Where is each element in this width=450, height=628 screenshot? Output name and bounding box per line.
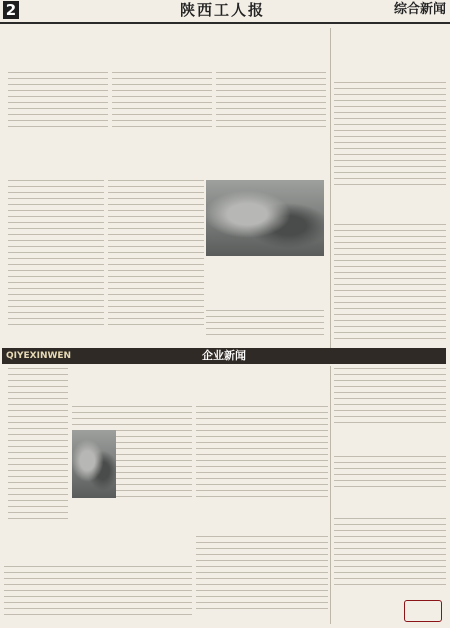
right-story-2-text [334,224,446,344]
header-meta [24,3,174,17]
lead-col-3 [216,72,326,134]
story-col-1 [8,180,104,340]
right-headline-1 [334,56,444,78]
seal-stamp [404,600,442,622]
page-header [0,0,450,24]
center-bottom-text [196,536,328,622]
section-name: 综合新闻 [393,2,446,17]
main-headline [8,27,308,67]
section-band [2,348,446,364]
lead-col-1 [8,72,108,134]
section-band-latin: QIYEXINWEN [6,351,72,361]
news-photo-bottom-left [72,430,116,498]
story-headline [12,156,192,176]
right-bottom-text-3 [334,518,446,598]
mid-story-text [206,310,324,344]
photo-caption-top [206,258,324,284]
center-bottom-headline [196,514,316,532]
left-bottom-headline [4,545,144,563]
bottom-story-col-2 [196,406,328,510]
right-story-1-text [334,82,446,194]
story-col-2 [108,180,204,340]
photo-caption-bottom [120,430,192,498]
lead-col-2 [112,72,212,134]
right-bottom-text-1 [334,368,446,434]
mid-headline [205,292,323,306]
right-headline-4 [334,500,444,514]
left-bottom-text [4,566,192,624]
masthead-title: 陕西工人报 [180,1,266,19]
bottom-left-col [8,368,68,536]
right-headline-3 [334,438,444,452]
page-number: 2 [3,1,19,19]
story-subheadline [12,140,172,154]
news-photo-top [206,180,324,256]
bottom-headline [72,378,362,400]
column-divider-bottom [330,366,331,624]
column-divider [330,28,331,348]
right-headline-2 [334,200,444,220]
right-bottom-text-2 [334,456,446,496]
section-band-label: 企业新闻 [202,349,246,362]
